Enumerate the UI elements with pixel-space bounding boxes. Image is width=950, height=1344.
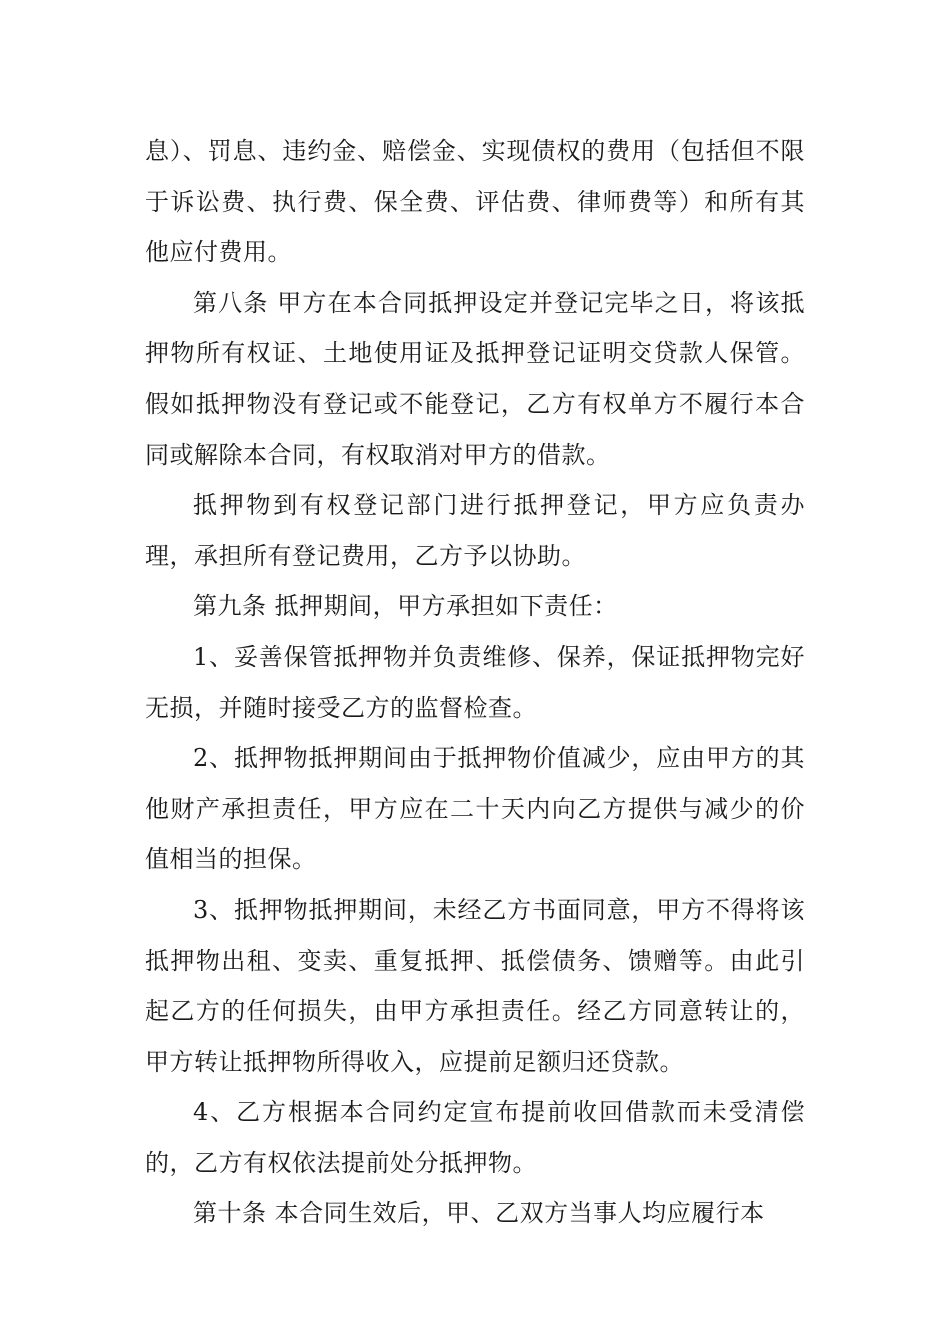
paragraph-item-1: 1、妥善保管抵押物并负责维修、保养，保证抵押物完好无损，并随时接受乙方的监督检查。 (145, 642, 805, 722)
paragraph-article-10: 第十条 本合同生效后，甲、乙双方当事人均应履行本 (193, 1199, 765, 1228)
paragraph-continuation: 息）、罚息、违约金、赔偿金、实现债权的费用（包括但不限于诉讼费、执行费、保全费、评估费、律师费等）和所有其他应付费用。 (145, 137, 805, 267)
paragraph-item-2: 2、抵押物抵押期间由于抵押物价值减少，应由甲方的其他财产承担责任，甲方应在二十天内向乙方提供与减少的价值相当的担保。 (145, 744, 805, 874)
paragraph-article-8: 第八条 甲方在本合同抵押设定并登记完毕之日，将该抵押物所有权证、土地使用证及抵押登记证明交贷款人保管。假如抵押物没有登记或不能登记，乙方有权单方不履行本合同或解除本合同，有权取消对甲方的借款。 (145, 288, 805, 469)
document-body (145, 126, 805, 1239)
paragraph-item-3: 3、抵押物抵押期间，未经乙方书面同意，甲方不得将该抵押物出租、变卖、重复抵押、抵偿债务、馈赠等。由此引起乙方的任何损失，由甲方承担责任。经乙方同意转让的，甲方转让抵押物所得收入，应提前足额归还贷款。 (145, 895, 805, 1076)
paragraph-article-9: 第九条 抵押期间，甲方承担如下责任： (193, 592, 618, 621)
paragraph-registration: 抵押物到有权登记部门进行抵押登记，甲方应负责办理，承担所有登记费用，乙方予以协助。 (145, 491, 805, 570)
paragraph-item-4: 4、乙方根据本合同约定宣布提前收回借款而未受清偿的，乙方有权依法提前处分抵押物。 (145, 1098, 805, 1177)
